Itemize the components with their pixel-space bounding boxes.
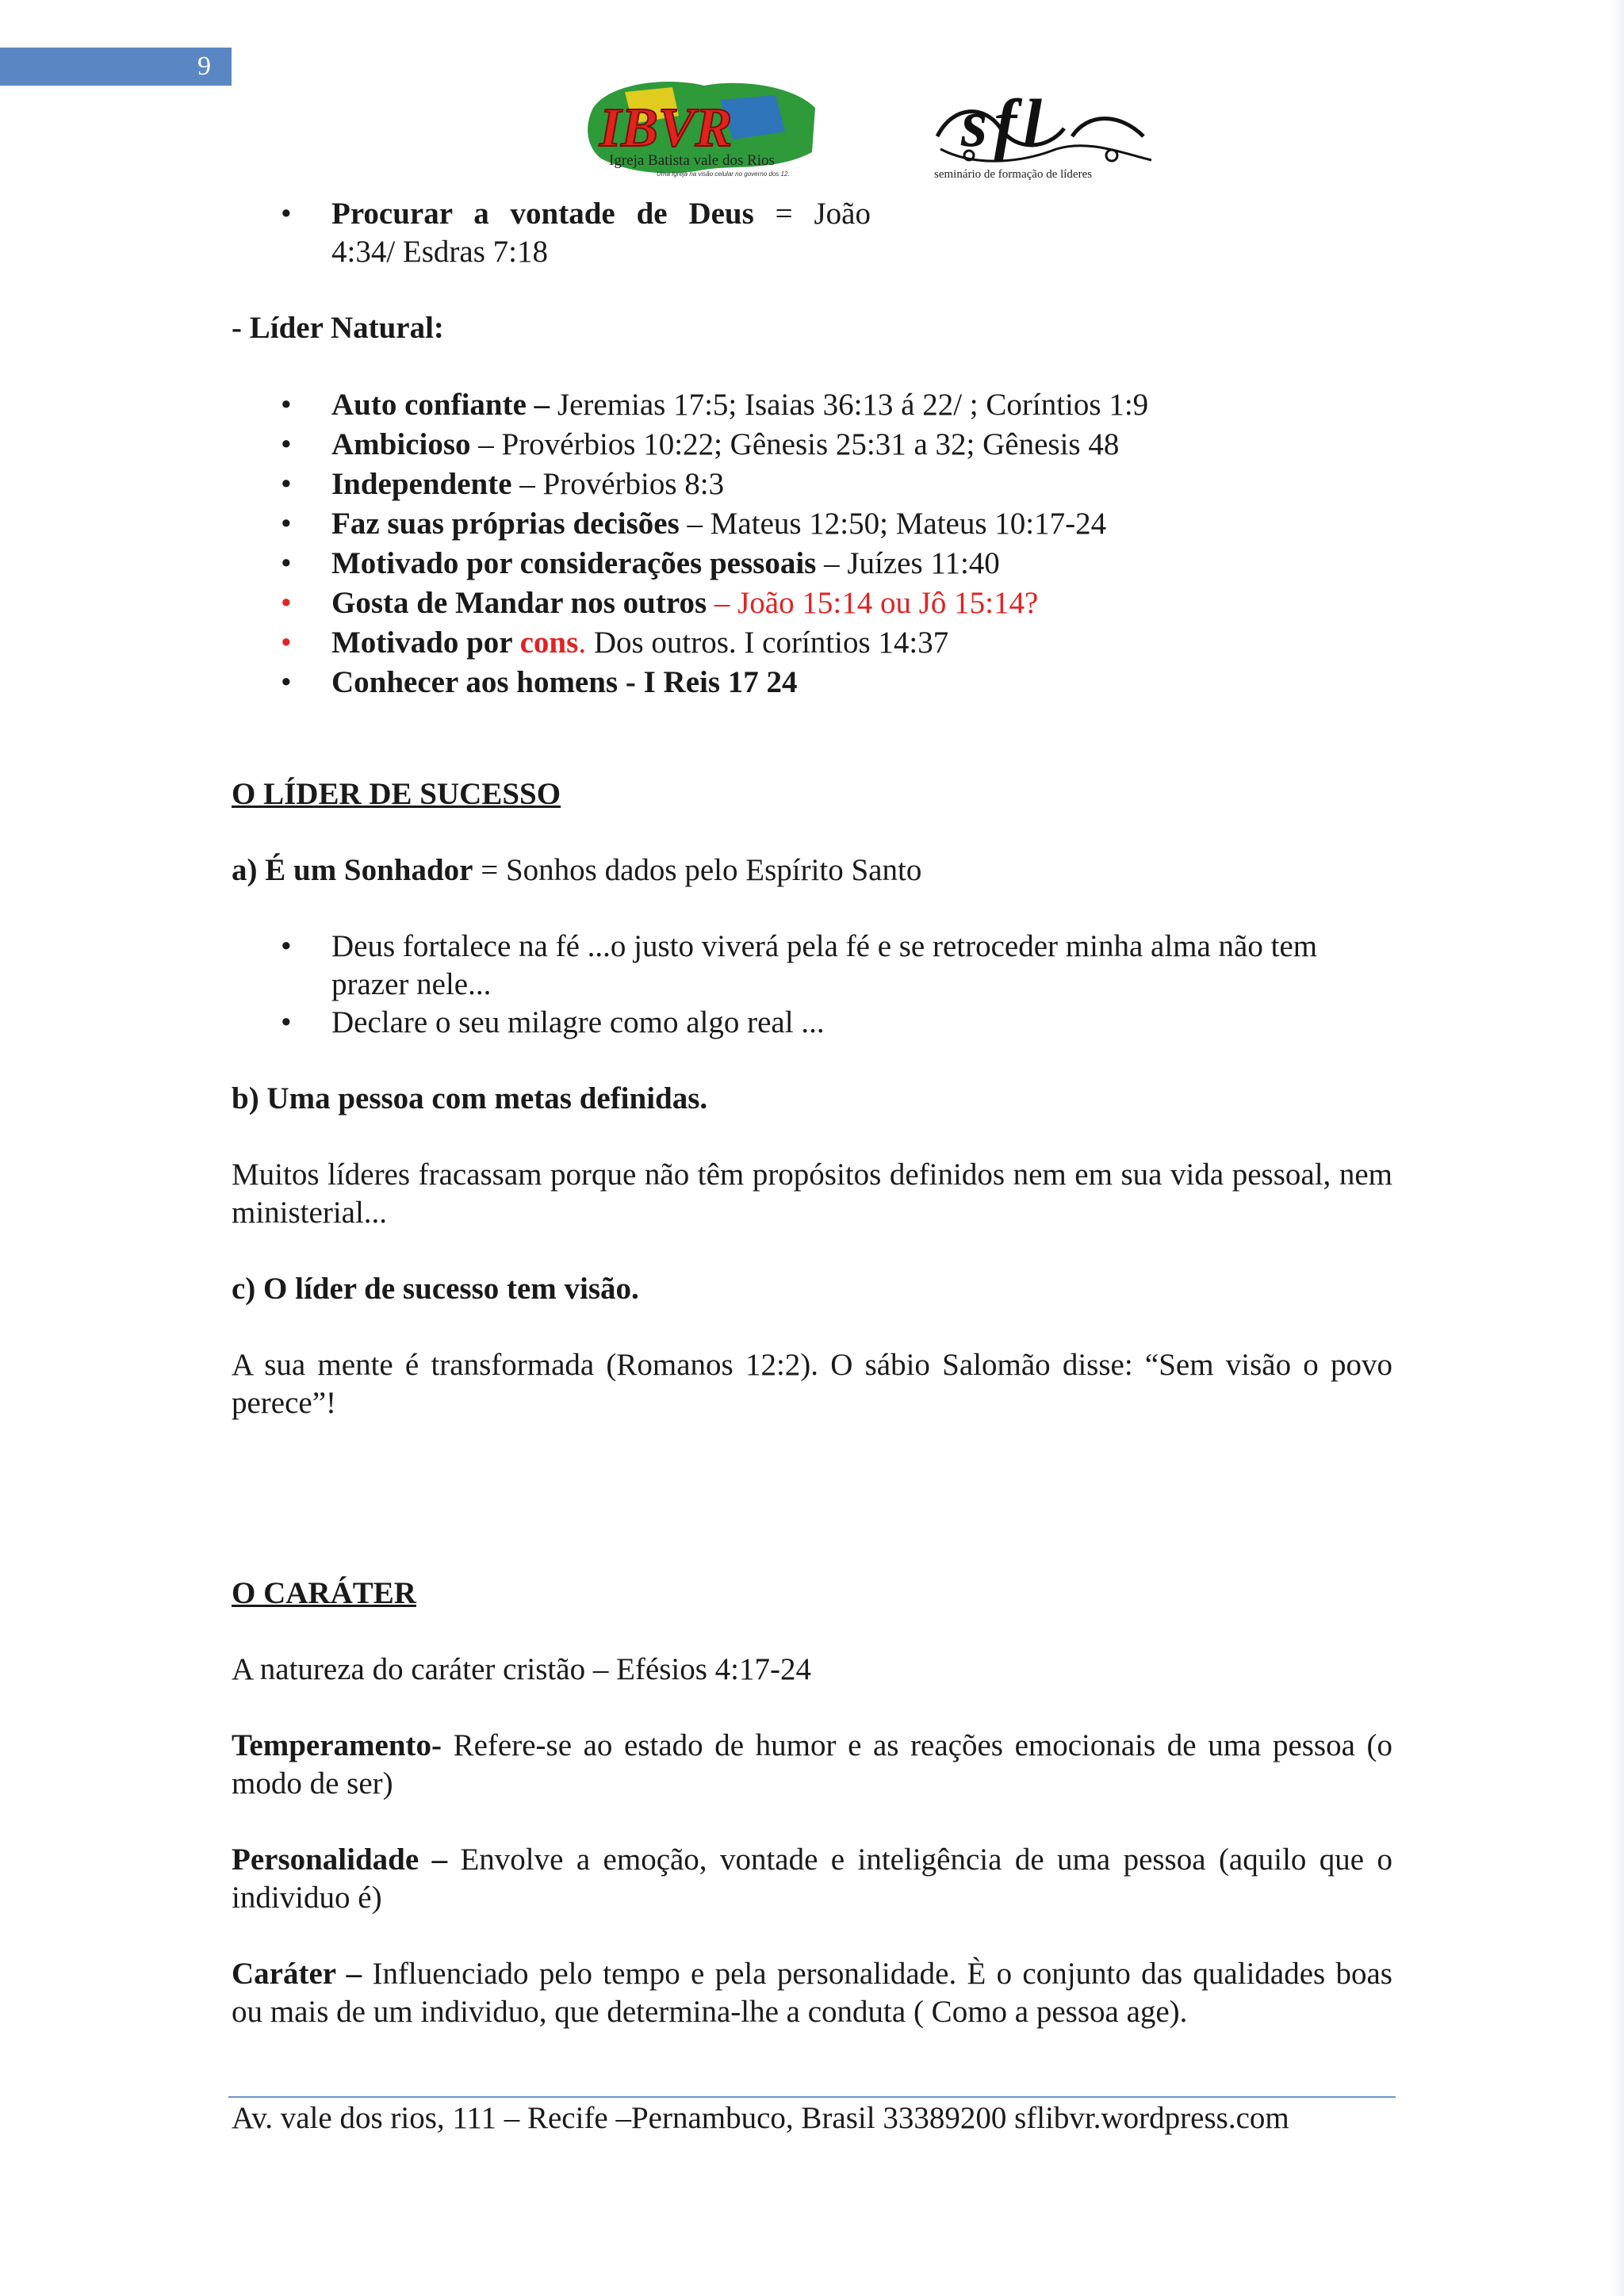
item-text: – Juízes 11:40	[816, 546, 1000, 580]
page-edge-shadow	[1610, 0, 1624, 2296]
item-bold: Gosta de Mandar nos outros	[331, 586, 707, 620]
paragraph-b-title: b) Uma pessoa com metas definidas.	[232, 1081, 708, 1115]
sonhador-list	[232, 928, 1392, 1042]
item-bold: Independente	[331, 467, 512, 501]
list-item	[232, 425, 1392, 465]
page-number-label: 9	[197, 52, 211, 81]
paragraph-temperamento	[232, 1727, 1392, 1803]
list-item	[232, 1004, 1392, 1042]
list-item	[232, 544, 1392, 584]
list-item	[232, 584, 1392, 623]
sfl-logo-sub: seminário de formação de líderes	[934, 168, 1093, 181]
list-item	[232, 663, 1392, 702]
intro-list	[232, 195, 1392, 271]
item-bold: Faz suas próprias decisões	[331, 507, 680, 541]
item-text: – Provérbios 8:3	[511, 467, 725, 501]
item-bold: Procurar a vontade de Deus	[331, 197, 754, 231]
temperamento-text: Refere-se ao estado de humor e as reações emocionais de uma pessoa (o modo de ser)	[232, 1728, 1392, 1800]
item-ref-cont: 4:34/ Esdras 7:18	[331, 235, 548, 269]
paragraph-personalidade	[232, 1841, 1392, 1917]
temperamento-bold: Temperamento-	[232, 1728, 442, 1762]
item-bold: Auto confiante –	[331, 388, 550, 422]
document-body	[232, 195, 1392, 2031]
item-bold: Conhecer aos homens - I Reis 17 24	[331, 665, 798, 699]
heading-lider-sucesso: O LÍDER DE SUCESSO	[232, 777, 561, 811]
item-text: Deus fortalece na fé ...o justo viverá pela fé e se retroceder minha alma não tem prazer nele...	[331, 929, 1318, 1001]
ibvr-logo	[577, 76, 823, 187]
list-item	[232, 385, 1392, 425]
paragraph-b-text: Muitos líderes fracassam porque não têm propósitos definidos nem em sua vida pessoal, nem ministerial...	[232, 1158, 1392, 1230]
list-item	[232, 465, 1392, 504]
footer	[232, 2099, 1289, 2137]
item-text: Jeremias 17:5; Isaias 36:13 á 22/ ; Coríntios 1:9	[550, 388, 1149, 422]
item-bold: Ambicioso	[331, 427, 471, 461]
ibvr-logo-sub1: Igreja Batista vale dos Rios	[609, 152, 775, 169]
footer-divider	[228, 2096, 1396, 2098]
heading-carater: O CARÁTER	[232, 1576, 416, 1610]
page-number	[0, 48, 232, 86]
paragraph-c-text: A sua mente é transformada (Romanos 12:2). O sábio Salomão disse: “Sem visão o povo perece”!	[232, 1348, 1392, 1420]
section-title-lider-natural: - Líder Natural:	[232, 311, 444, 345]
paragraph-carater	[232, 1955, 1392, 2031]
item-bold-red: cons	[519, 626, 579, 660]
personalidade-bold: Personalidade –	[232, 1843, 448, 1877]
item-text: Declare o seu milagre como algo real ...	[331, 1005, 825, 1039]
footer-text: Av. vale dos rios, 111 – Recife –Pernambuco, Brasil 33389200 sflibvr.wordpress.com	[232, 2101, 1289, 2135]
personalidade-text: Envolve a emoção, vontade e inteligência de uma pessoa (aquilo que o individuo é)	[232, 1843, 1393, 1915]
carater-intro: A natureza do caráter cristão – Efésios 4:17-24	[232, 1652, 811, 1686]
item-bold: Motivado por considerações pessoais	[331, 546, 817, 580]
lider-natural-list	[232, 385, 1392, 702]
carater-text: Influenciado pelo tempo e pela personalidade. È o conjunto das qualidades boas ou mais de um individuo, que determina-lhe a conduta ( Como a pessoa age).	[232, 1957, 1392, 2029]
paragraph-a	[232, 851, 1392, 890]
list-item	[232, 504, 1392, 544]
item-text: – Provérbios 10:22; Gênesis 25:31 a 32; Gênesis 48	[470, 427, 1120, 461]
sfl-logo	[929, 73, 1159, 184]
sfl-logo-text: sfl	[961, 85, 1048, 161]
list-item	[232, 623, 1392, 663]
item-text: – Mateus 12:50; Mateus 10:17-24	[679, 507, 1107, 541]
item-text: Dos outros. I coríntios 14:37	[586, 626, 949, 660]
item-red-punct: .	[578, 626, 587, 660]
item-bold: Motivado por	[331, 626, 520, 660]
paragraph-c-title: c) O líder de sucesso tem visão.	[232, 1272, 639, 1306]
paragraph-a-text: = Sonhos dados pelo Espírito Santo	[473, 853, 922, 887]
carater-bold: Caráter –	[232, 1957, 362, 1991]
list-item	[232, 195, 1392, 271]
ibvr-logo-text: IBVR	[599, 98, 733, 159]
item-text-red: – João 15:14 ou Jô 15:14?	[707, 586, 1039, 620]
list-item	[232, 928, 1392, 1004]
paragraph-a-bold: a) É um Sonhador	[232, 853, 473, 887]
ibvr-logo-sub2: Uma Igreja na visão celular no governo dos 12.	[657, 170, 790, 178]
item-ref: = João	[753, 197, 871, 231]
